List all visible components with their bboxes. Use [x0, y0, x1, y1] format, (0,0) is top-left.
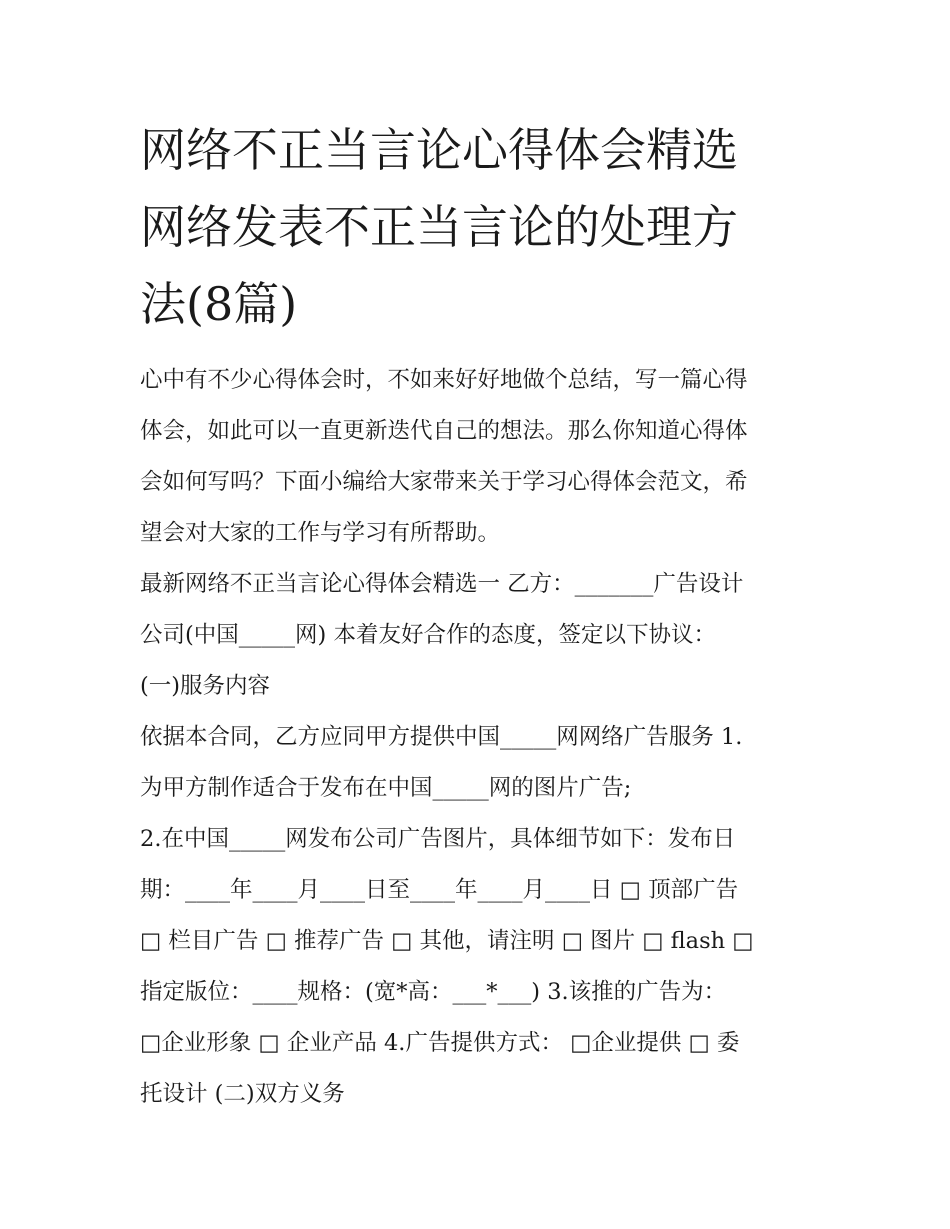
body-line: 体会，如此可以一直更新迭代自己的想法。那么你知道心得体 — [140, 418, 748, 444]
document-body — [140, 355, 820, 1120]
document-title — [140, 112, 820, 343]
body-line: □ 栏目广告 □ 推荐广告 □ 其他，请注明 □ 图片 □ flash □ — [140, 928, 754, 954]
body-line: 最新网络不正当言论心得体会精选一 乙方：_______广告设计 — [140, 571, 744, 597]
body-line: 心中有不少心得体会时，不如来好好地做个总结，写一篇心得 — [140, 367, 748, 393]
body-line: 依据本合同，乙方应同甲方提供中国_____网网络广告服务 1. — [140, 724, 743, 750]
body-line: 2.在中国_____网发布公司广告图片，具体细节如下：发布日 — [140, 826, 736, 852]
body-line: 公司(中国_____网) 本着友好合作的态度，签定以下协议： — [140, 622, 716, 648]
body-line: 指定版位：____规格：(宽*高：___*___) 3.该推的广告为： — [140, 979, 727, 1005]
body-line: 望会对大家的工作与学习有所帮助。 — [140, 520, 501, 546]
body-line: □企业形象 □ 企业产品 4.广告提供方式： □企业提供 □ 委 — [140, 1030, 740, 1056]
section-heading-service-content: (一)服务内容 — [140, 673, 271, 699]
body-line: 会如何写吗？下面小编给大家带来关于学习心得体会范文，希 — [140, 469, 748, 495]
title-line: 网络发表不正当言论的处理方 — [140, 200, 738, 254]
title-line: 网络不正当言论心得体会精选 — [140, 123, 738, 177]
body-line: 为甲方制作适合于发布在中国_____网的图片广告; — [140, 775, 632, 801]
title-line: 法(8篇) — [140, 277, 298, 331]
body-line: 托设计 (二)双方义务 — [140, 1081, 345, 1107]
body-line: 期：____年____月____日至____年____月____日 □ 顶部广告 — [140, 877, 739, 903]
